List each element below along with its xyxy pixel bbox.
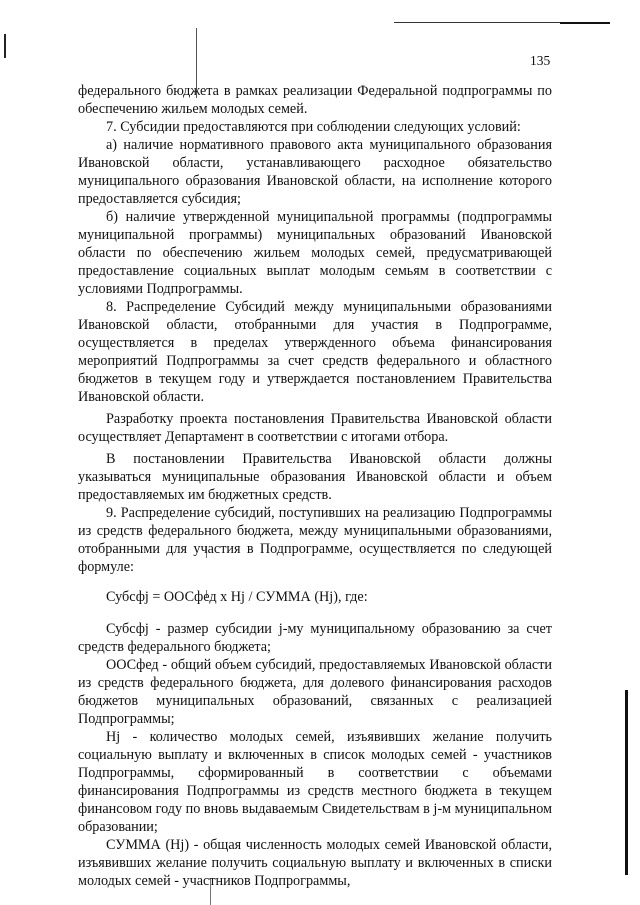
paragraph: В постановлении Правительства Ивановской области должны указываться муниципальные образования Ивановской области и объем предоставляемых им бюджетных средств. [78, 451, 552, 503]
paragraph: ООСфед - общий объем субсидий, предоставляемых Ивановской области из средств федерального бюджета, для долевого финансирования расходов бюджетов муниципальных образований, связанных с реализацией Подпрограммы; [78, 657, 552, 727]
paragraph: 8. Распределение Субсидий между муниципальными образованиями Ивановской области, отобранными для участия в Подпрограмме, осуществляется в пределах утвержденного объема финансирования мероприятий Подпрограммы за счет средств федерального и областного бюджетов в текущем году и утверждается постановлением Правительства Ивановской области. [78, 299, 552, 405]
formula: Субсфj = ООСфед х Hj / СУММА (Hj), где: [106, 589, 368, 605]
scan-artifact [4, 34, 6, 58]
paragraph: Разработку проекта постановления Правительства Ивановской области осуществляет Департамент в соответствии с итогами отбора. [78, 411, 552, 445]
paragraph: СУММА (Hj) - общая численность молодых семей Ивановской области, изъявивших желание получить социальную выплату и включенных в списки молодых семей - участников Подпрограммы, [78, 837, 552, 889]
paragraph: 9. Распределение субсидий, поступивших на реализацию Подпрограммы из средств федерального бюджета, между муниципальными образованиями, отобранными для участия в Подпрограмме, осуществляется по следующей формуле: [78, 505, 552, 575]
paragraph: федерального бюджета в рамках реализации Федеральной подпрограммы по обеспечению жильем молодых семей. [78, 83, 552, 117]
paragraph: Субсфj - размер субсидии j-му муниципальному образованию за счет средств федерального бюджета; [78, 621, 552, 655]
paragraph: 7. Субсидии предоставляются при соблюдении следующих условий: [106, 119, 521, 135]
document-body [78, 82, 552, 890]
scan-artifact [625, 690, 628, 875]
page-number: 135 [530, 53, 551, 68]
paragraph: Hj - количество молодых семей, изъявивших желание получить социальную выплату и включенных в список молодых семей - участников Подпрограммы, сформированный в соответствии с объемами финансирования Подпрограммы из средств местного бюджета в текущем финансовом году по вновь выдаваемым Свидетельствам в j-м муниципальном образовании; [78, 729, 552, 835]
paragraph: а) наличие нормативного правового акта муниципального образования Ивановской области, устанавливающего расходное обязательство муниципального образования Ивановской области, на исполнение которого предоставляется субсидия; [78, 137, 552, 207]
paragraph: б) наличие утвержденной муниципальной программы (подпрограммы муниципальной программы) муниципальных образований Ивановской области по обеспечению жильем молодых семей, предусматривающей предоставление социальных выплат молодым семьям в соответствии с условиями Подпрограммы. [78, 209, 552, 297]
scan-artifact [560, 22, 610, 24]
